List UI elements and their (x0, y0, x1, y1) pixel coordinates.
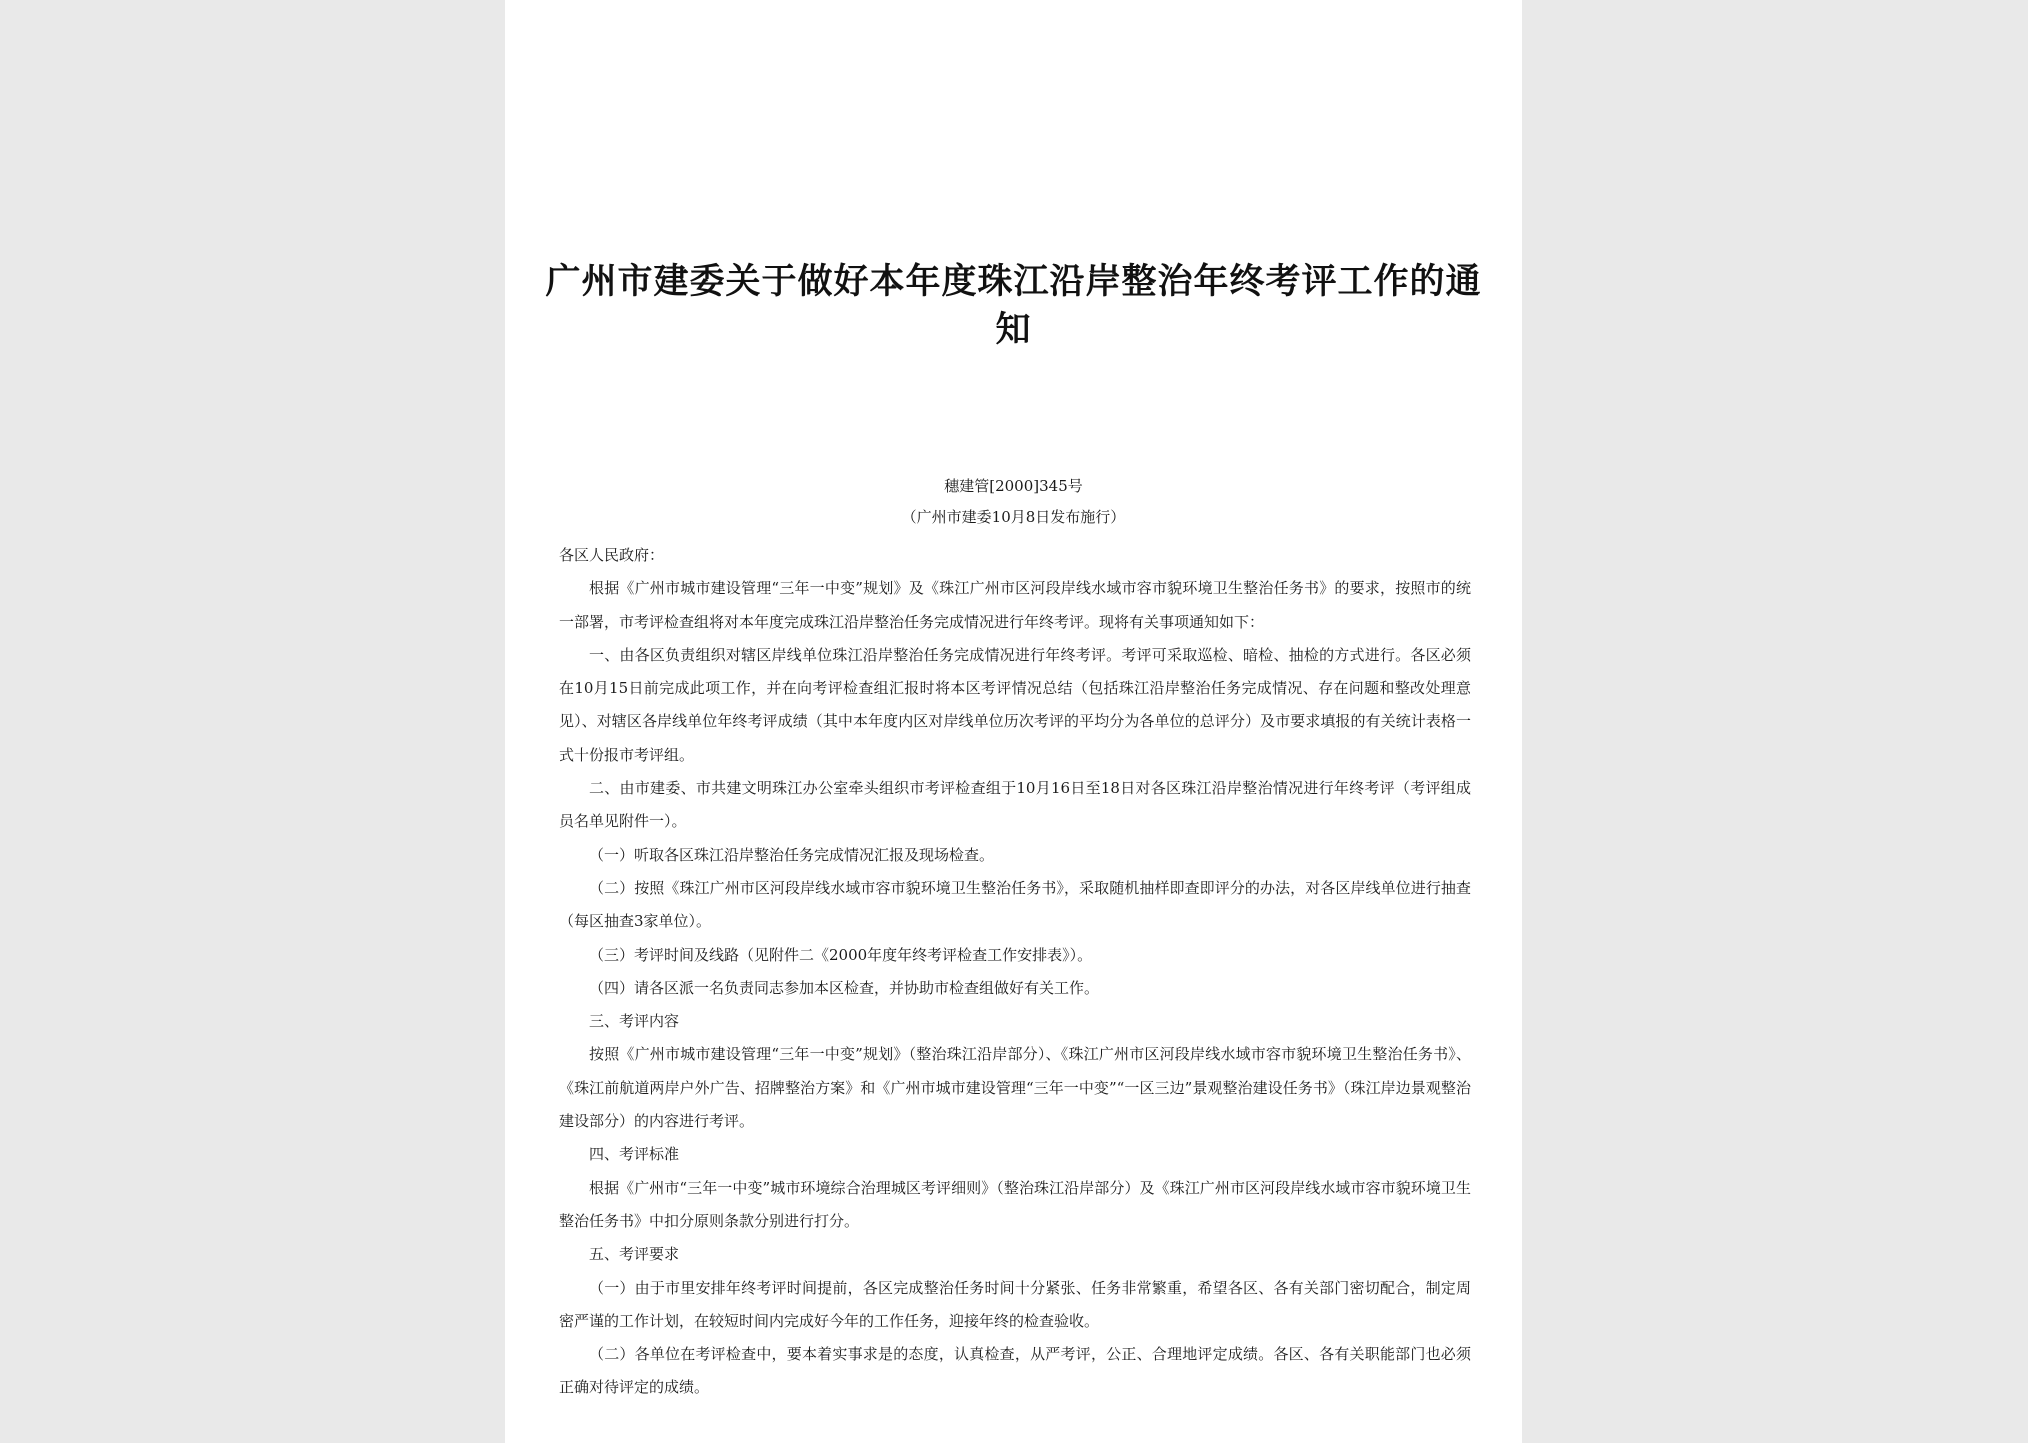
salutation: 各区人民政府： (559, 546, 665, 564)
document-page (505, 0, 1522, 1443)
section-heading-4: 四、考评标准 (589, 1145, 680, 1164)
paragraph-item-5-1: （一）由于市里安排年终考评时间提前，各区完成整治任务时间十分紧张、任务非常繁重，希望各区、各有关部门密切配合，制定周密严谨的工作计划，在较短时间内完成好今年的工作任务，迎接年终的检查验收。 (559, 1278, 1471, 1330)
paragraph-section-1: 一、由各区负责组织对辖区岸线单位珠江沿岸整治任务完成情况进行年终考评。考评可采取巡检、暗检、抽检的方式进行。各区必须在10月15日前完成此项工作，并在向考评检查组汇报时将本区考评情况总结（包括珠江沿岸整治任务完成情况、存在问题和整改处理意见）、对辖区各岸线单位年终考评成绩（其中本年度内区对岸线单位历次考评的平均分为各单位的总评分）及市要求填报的有关统计表格一式十份报市考评组。 (559, 645, 1471, 764)
section-heading-5: 五、考评要求 (589, 1245, 680, 1264)
document-body (559, 539, 1471, 1405)
paragraph-section-4: 根据《广州市“三年一中变”城市环境综合治理城区考评细则》（整治珠江沿岸部分）及《珠江广州市区河段岸线水域市容市貌环境卫生整治任务书》中扣分原则条款分别进行打分。 (559, 1178, 1471, 1230)
paragraph-item-2-3: （三）考评时间及线路（见附件二《2000年度年终考评检查工作安排表》）。 (589, 945, 1093, 964)
section-heading-3: 三、考评内容 (589, 1012, 680, 1031)
issuance-note: （广州市建委10月8日发布施行） (901, 508, 1126, 526)
paragraph-item-5-2: （二）各单位在考评检查中，要本着实事求是的态度，认真检查，从严考评，公正、合理地评定成绩。各区、各有关职能部门也必须正确对待评定的成绩。 (559, 1345, 1471, 1397)
paragraph-intro: 根据《广州市城市建设管理“三年一中变”规划》及《珠江广州市区河段岸线水域市容市貌环境卫生整治任务书》的要求，按照市的统一部署，市考评检查组将对本年度完成珠江沿岸整治任务完成情况进行年终考评。现将有关事项通知如下： (559, 579, 1471, 631)
paragraph-item-2-2: （二）按照《珠江广州市区河段岸线水域市容市貌环境卫生整治任务书》，采取随机抽样即查即评分的办法，对各区岸线单位进行抽查（每区抽查3家单位）。 (559, 878, 1471, 931)
document-title: 广州市建委关于做好本年度珠江沿岸整治年终考评工作的通知 (545, 262, 1482, 350)
paragraph-item-2-1: （一）听取各区珠江沿岸整治任务完成情况汇报及现场检查。 (589, 845, 995, 864)
paragraph-section-2: 二、由市建委、市共建文明珠江办公室牵头组织市考评检查组于10月16日至18日对各区珠江沿岸整治情况进行年终考评（考评组成员名单见附件一）。 (559, 779, 1471, 831)
paragraph-item-2-4: （四）请各区派一名负责同志参加本区检查，并协助市检查组做好有关工作。 (589, 978, 1100, 997)
paragraph-section-3: 按照《广州市城市建设管理“三年一中变”规划》（整治珠江沿岸部分）、《珠江广州市区河段岸线水域市容市貌环境卫生整治任务书》、《珠江前航道两岸户外广告、招牌整治方案》和《广州市城市建设管理“三年一中变”“一区三边”景观整治建设任务书》（珠江岸边景观整治建设部分）的内容进行考评。 (559, 1045, 1471, 1131)
document-number: 穗建管[2000]345号 (944, 477, 1083, 495)
